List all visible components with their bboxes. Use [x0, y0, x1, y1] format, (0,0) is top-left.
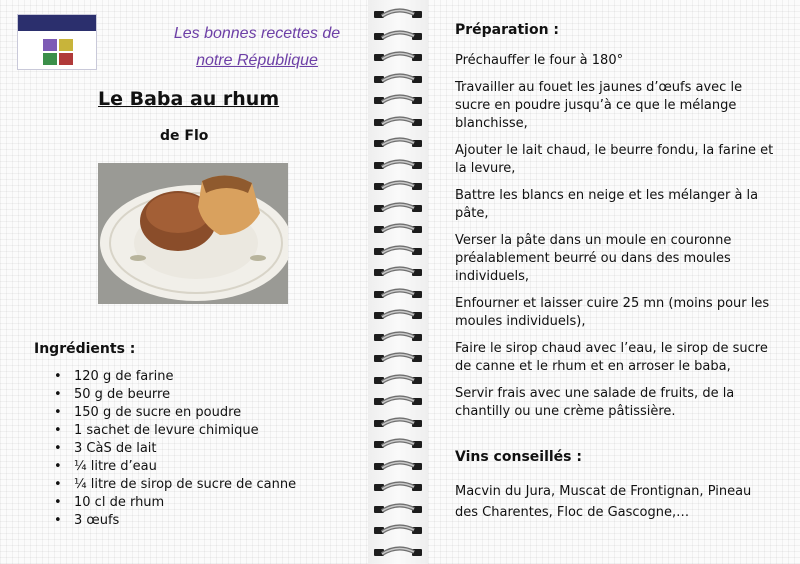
preparation-step: Battre les blancs en neige et les mélanger à la pâte, [455, 188, 759, 221]
logo-banner [18, 15, 96, 31]
spiral-ring-icon [374, 546, 422, 558]
preparation-step: Servir frais avec une salade de fruits, de la chantilly ou une crème pâtissière. [455, 386, 735, 419]
spiral-ring-icon [374, 94, 422, 106]
spiral-ring-icon [374, 503, 422, 515]
republic-emblem-icon [41, 37, 75, 67]
spiral-ring-icon [374, 202, 422, 214]
spiral-ring-icon [374, 438, 422, 450]
spiral-ring-icon [374, 30, 422, 42]
spiral-ring-icon [374, 116, 422, 128]
ingredient-item: • ¼ litre d’eau [54, 458, 296, 476]
spiral-ring-icon [374, 245, 422, 257]
spiral-ring-icon [374, 159, 422, 171]
preparation-step: Verser la pâte dans un moule en couronne préalablement beurré ou dans des moules individuels, [455, 233, 732, 284]
spiral-ring-icon [374, 73, 422, 85]
preparation-step: Préchauffer le four à 180° [455, 53, 624, 68]
spiral-ring-icon [374, 51, 422, 63]
preparation-step: Enfourner et laisser cuire 25 mn (moins pour les moules individuels), [455, 296, 770, 329]
spiral-ring-icon [374, 309, 422, 321]
ingredient-item: • 120 g de farine [54, 368, 296, 386]
spiral-ring-icon [374, 352, 422, 364]
ingredient-item: • 1 sachet de levure chimique [54, 422, 296, 440]
spiral-ring-icon [374, 8, 422, 20]
spiral-ring-icon [374, 395, 422, 407]
preparation-step: Travailler au fouet les jaunes d’œufs avec le sucre en poudre jusqu’à ce que le mélange blanchisse, [455, 80, 743, 131]
baba-photo [98, 163, 288, 304]
spiral-ring-icon [374, 223, 422, 235]
ingredient-item: • ¼ litre de sirop de sucre de canne [54, 476, 296, 494]
ingredients-heading: Ingrédients : [34, 341, 136, 357]
ingredient-item: • 150 g de sucre en poudre [54, 404, 296, 422]
ingredient-item: • 3 CàS de lait [54, 440, 296, 458]
blog-title [148, 20, 366, 74]
ingredient-item: • 10 cl de rhum [54, 494, 296, 512]
wines-text: Macvin du Jura, Muscat de Frontignan, Pineau des Charentes, Floc de Gascogne,… [455, 484, 752, 520]
spiral-ring-icon [374, 266, 422, 278]
ingredient-item: • 3 œufs [54, 512, 296, 530]
spiral-binding [368, 0, 428, 564]
spiral-ring-icon [374, 180, 422, 192]
spiral-ring-icon [374, 288, 422, 300]
preparation-step: Ajouter le lait chaud, le beurre fondu, la farine et la levure, [455, 143, 774, 176]
ingredient-item: • 50 g de beurre [54, 386, 296, 404]
recipe-title: Le Baba au rhum [98, 88, 280, 110]
ingredients-list [54, 368, 296, 530]
recipe-author: de Flo [160, 128, 209, 144]
spiral-ring-icon [374, 417, 422, 429]
spiral-ring-icon [374, 524, 422, 536]
spiral-ring-icon [374, 137, 422, 149]
wines-heading: Vins conseillés : [455, 449, 582, 465]
spiral-ring-icon [374, 481, 422, 493]
spiral-ring-icon [374, 374, 422, 386]
logo [17, 14, 97, 70]
spiral-ring-icon [374, 331, 422, 343]
preparation-steps [455, 52, 781, 430]
blog-title-line2: notre République [196, 52, 318, 69]
baba-on-plate-icon [98, 163, 288, 304]
blog-title-line1: Les bonnes recettes de [173, 25, 341, 42]
preparation-step: Faire le sirop chaud avec l’eau, le sirop de sucre de canne et le rhum et en arroser le baba, [455, 341, 768, 374]
spiral-ring-icon [374, 460, 422, 472]
preparation-heading: Préparation : [455, 22, 560, 38]
